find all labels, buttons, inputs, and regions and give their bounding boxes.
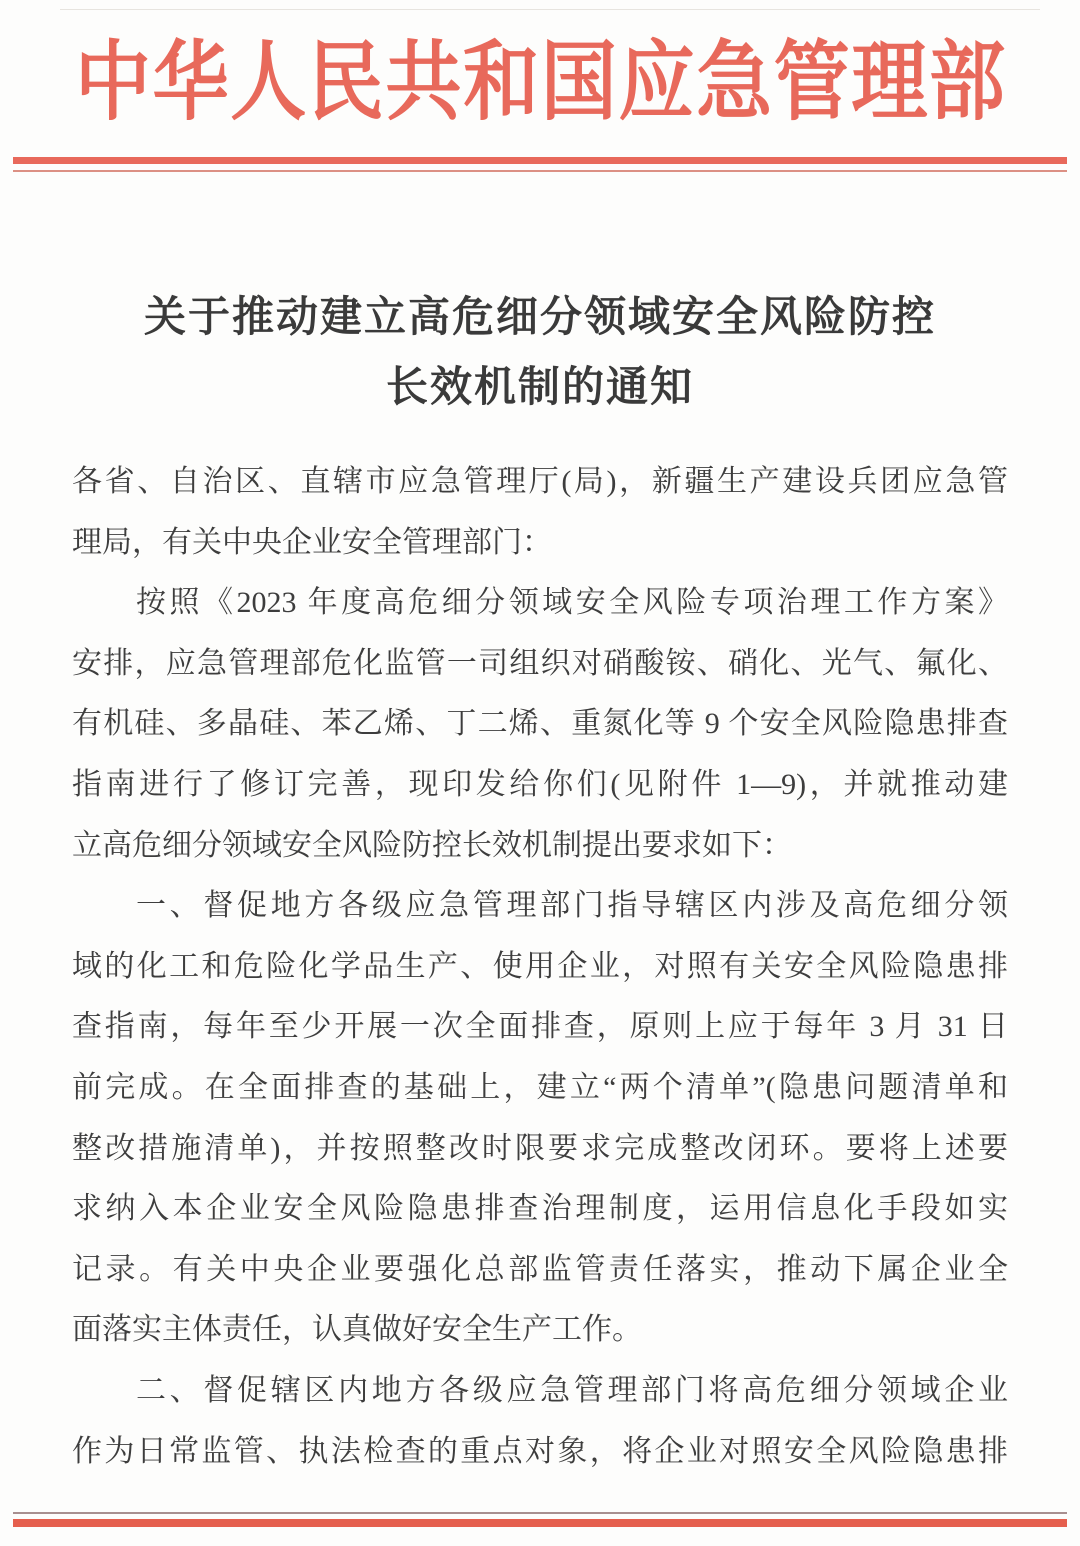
letterhead-agency-name: 中华人民共和国应急管理部 [75,35,1005,131]
body-line: 记录。有关中央企业要强化总部监管责任落实，推动下属企业全 [72,1252,1008,1286]
body-text [72,452,1008,1482]
body-line: 整改措施清单)，并按照整改时限要求完成整改闭环。要将上述要 [72,1131,1008,1165]
body-line: 面落实主体责任，认真做好安全生产工作。 [72,1313,642,1347]
body-line: 求纳入本企业安全风险隐患排查治理制度，运用信息化手段如实 [72,1192,1008,1226]
document-title-line-1: 关于推动建立高危细分领域安全风险防控 [143,295,936,341]
body-line: 查指南，每年至少开展一次全面排查，原则上应于每年 3 月 31 日 [72,1010,1008,1044]
letterhead-rule-thick [13,157,1067,164]
footer-rule-thin [13,1512,1067,1514]
body-line: 指南进行了修订完善，现印发给你们(见附件 1—9)，并就推动建 [72,767,1008,801]
footer-rule-thick [13,1519,1067,1527]
body-line: 一、督促地方各级应急管理部门指导辖区内涉及高危细分领 [136,889,1008,923]
body-line: 各省、自治区、直辖市应急管理厅(局)，新疆生产建设兵团应急管 [72,465,1008,498]
body-line: 安排，应急管理部危化监管一司组织对硝酸铵、硝化、光气、氟化、 [72,646,1008,680]
body-line: 立高危细分领域安全风险防控长效机制提出要求如下： [72,828,792,862]
document-title-line-2: 长效机制的通知 [385,365,694,411]
body-line: 前完成。在全面排查的基础上，建立“两个清单”(隐患问题清单和 [72,1070,1008,1104]
body-line: 有机硅、多晶硅、苯乙烯、丁二烯、重氮化等 9 个安全风险隐患排查 [72,707,1008,741]
document-title [0,283,1080,423]
body-line: 按照《2023 年度高危细分领域安全风险专项治理工作方案》 [136,586,1008,620]
body-line: 作为日常监管、执法检查的重点对象，将企业对照安全风险隐患排 [72,1434,1008,1468]
body-line: 二、督促辖区内地方各级应急管理部门将高危细分领域企业 [136,1373,1008,1407]
body-line: 理局，有关中央企业安全管理部门： [72,525,552,559]
scan-artifact-line [60,9,1040,10]
letterhead-rule-thin [13,170,1067,172]
body-line: 域的化工和危险化学品生产、使用企业，对照有关安全风险隐患排 [72,949,1008,983]
